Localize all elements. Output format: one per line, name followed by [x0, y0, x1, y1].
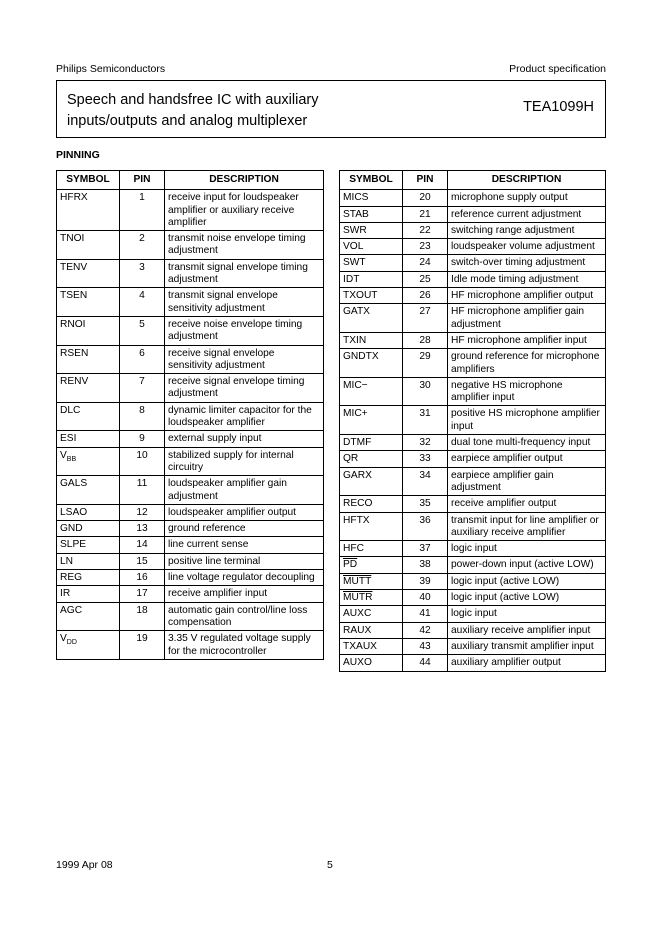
pin-number: 38 [403, 557, 448, 573]
pin-symbol-subscript: DD [66, 639, 77, 647]
pin-description: auxiliary transmit amplifier input [448, 638, 606, 654]
table-header-row [57, 171, 324, 190]
part-number: TEA1099H [523, 99, 594, 115]
pin-row [57, 402, 324, 431]
pin-row [57, 231, 324, 260]
pin-description: transmit input for line amplifier or auxiliary receive amplifier [448, 512, 606, 541]
pin-row [340, 451, 606, 467]
pin-symbol-subscript: BB [66, 455, 77, 463]
pin-symbol-text: GNDTX [343, 351, 379, 363]
pin-number: 28 [403, 332, 448, 348]
pin-row [57, 190, 324, 231]
pin-symbol [340, 467, 403, 496]
pin-description: logic input [448, 541, 606, 557]
pin-number: 17 [120, 586, 165, 602]
pin-number: 1 [120, 190, 165, 231]
title-box [56, 80, 606, 137]
pin-symbol-text: TENV [60, 261, 88, 273]
pin-row [57, 570, 324, 586]
pin-number: 16 [120, 570, 165, 586]
pin-symbol [57, 374, 120, 403]
pin-symbol [57, 447, 120, 476]
pin-symbol [57, 345, 120, 374]
pin-row [340, 622, 606, 638]
pin-symbol-text: MIC+ [343, 408, 368, 420]
pin-number: 32 [403, 435, 448, 451]
pin-row [57, 586, 324, 602]
pin-symbol-text: TNOI [60, 233, 85, 245]
pin-symbol [340, 496, 403, 512]
pin-number: 20 [403, 190, 448, 206]
pin-description: transmit signal envelope sensitivity adjustment [165, 288, 324, 317]
pin-number: 29 [403, 349, 448, 378]
pin-description: loudspeaker volume adjustment [448, 239, 606, 255]
pin-symbol [340, 512, 403, 541]
pin-row [340, 222, 606, 238]
pin-number: 8 [120, 402, 165, 431]
pin-symbol [340, 190, 403, 206]
pin-description: external supply input [165, 431, 324, 447]
pin-symbol [340, 239, 403, 255]
pin-number: 19 [120, 631, 165, 660]
pin-symbol [340, 590, 403, 606]
pinning-table-right [339, 170, 606, 672]
pin-number: 4 [120, 288, 165, 317]
pin-symbol-text: VOL [343, 241, 364, 253]
pin-description: ground reference [165, 521, 324, 537]
pin-symbol-text: GARX [343, 469, 372, 481]
pin-symbol-text: MIC− [343, 379, 368, 391]
pin-description: HF microphone amplifier input [448, 332, 606, 348]
pin-row [340, 206, 606, 222]
pin-row [340, 557, 606, 573]
table-header-row [340, 171, 606, 190]
pin-symbol [340, 349, 403, 378]
pin-row [340, 512, 606, 541]
pin-symbol-text: SWR [343, 224, 367, 236]
pin-description: dual tone multi-frequency input [448, 435, 606, 451]
pin-row [57, 288, 324, 317]
pin-description: negative HS microphone amplifier input [448, 377, 606, 406]
pin-row [340, 377, 606, 406]
document-type: Product specification [509, 63, 606, 75]
pin-description: loudspeaker amplifier output [165, 504, 324, 520]
pin-symbol-text: ESI [60, 433, 77, 445]
pin-description: reference current adjustment [448, 206, 606, 222]
pin-number: 11 [120, 476, 165, 505]
pin-number: 14 [120, 537, 165, 553]
pin-description: earpiece amplifier gain adjustment [448, 467, 606, 496]
pin-symbol [57, 190, 120, 231]
column-header-description: DESCRIPTION [165, 171, 324, 190]
footer-date: 1999 Apr 08 [56, 859, 113, 871]
page-number: 5 [327, 859, 333, 871]
pin-number: 37 [403, 541, 448, 557]
pin-description: auxiliary amplifier output [448, 655, 606, 671]
pin-description: positive HS microphone amplifier input [448, 406, 606, 435]
pin-row [57, 537, 324, 553]
pin-number: 26 [403, 288, 448, 304]
pin-symbol [57, 316, 120, 345]
pin-number: 3 [120, 259, 165, 288]
pin-symbol-text: LN [60, 555, 74, 567]
pin-row [57, 504, 324, 520]
pin-description: logic input (active LOW) [448, 590, 606, 606]
pin-number: 9 [120, 431, 165, 447]
pin-symbol-text: RNOI [60, 318, 86, 330]
pin-symbol-text: LSAO [60, 506, 88, 518]
company-name: Philips Semiconductors [56, 63, 166, 75]
pin-row [57, 553, 324, 569]
pin-description: loudspeaker amplifier gain adjustment [165, 476, 324, 505]
pin-symbol [57, 631, 120, 660]
pin-number: 36 [403, 512, 448, 541]
pin-symbol-text: V [60, 449, 67, 461]
pin-symbol-text: IDT [343, 273, 360, 285]
pin-number: 2 [120, 231, 165, 260]
pin-number: 30 [403, 377, 448, 406]
pin-description: HF microphone amplifier output [448, 288, 606, 304]
pin-symbol [340, 406, 403, 435]
pin-row [57, 431, 324, 447]
pin-row [340, 655, 606, 671]
pin-symbol-text: MICS [343, 192, 369, 204]
title-line-2: inputs/outputs and analog multiplexer [67, 113, 308, 129]
pin-number: 43 [403, 638, 448, 654]
pin-row [340, 271, 606, 287]
pin-row [340, 190, 606, 206]
pin-row [340, 435, 606, 451]
pin-symbol-text: HFRX [60, 192, 88, 204]
pin-description: power-down input (active LOW) [448, 557, 606, 573]
pin-row [57, 374, 324, 403]
pin-symbol-text: MUTR [343, 592, 373, 604]
pin-number: 33 [403, 451, 448, 467]
pin-number: 40 [403, 590, 448, 606]
pin-row [57, 259, 324, 288]
pinning-table-left [56, 170, 324, 660]
pin-row [340, 496, 606, 512]
pin-symbol [57, 431, 120, 447]
pin-symbol-text: DLC [60, 404, 81, 416]
pin-symbol-text: RENV [60, 376, 89, 388]
section-title: PINNING [56, 149, 100, 161]
pin-symbol [57, 521, 120, 537]
pin-description: line voltage regulator decoupling [165, 570, 324, 586]
pin-description: microphone supply output [448, 190, 606, 206]
pin-symbol-text: MUTT [343, 575, 372, 587]
header-rule-bottom [56, 137, 606, 138]
pin-number: 39 [403, 573, 448, 589]
pin-symbol [340, 271, 403, 287]
pin-description: receive signal envelope sensitivity adjustment [165, 345, 324, 374]
pin-description: auxiliary receive amplifier input [448, 622, 606, 638]
pin-symbol-text: RSEN [60, 347, 89, 359]
pin-description: line current sense [165, 537, 324, 553]
pin-number: 41 [403, 606, 448, 622]
pin-number: 15 [120, 553, 165, 569]
pin-symbol-text: TXIN [343, 334, 367, 346]
pin-symbol [340, 255, 403, 271]
column-header-symbol: SYMBOL [340, 171, 403, 190]
pin-symbol [57, 476, 120, 505]
pin-row [57, 521, 324, 537]
pin-symbol [340, 222, 403, 238]
column-header-pin: PIN [403, 171, 448, 190]
pin-symbol [57, 537, 120, 553]
pin-description: ground reference for microphone amplifiers [448, 349, 606, 378]
pin-symbol-text: TXAUX [343, 640, 377, 652]
pin-symbol [57, 402, 120, 431]
pin-row [340, 288, 606, 304]
pin-symbol-text: STAB [343, 208, 369, 220]
pin-description: receive input for loudspeaker amplifier or auxiliary receive amplifier [165, 190, 324, 231]
pin-symbol-text: HFC [343, 543, 364, 555]
pin-symbol [340, 377, 403, 406]
pin-row [340, 406, 606, 435]
pin-number: 10 [120, 447, 165, 476]
pin-description: positive line terminal [165, 553, 324, 569]
pin-symbol [57, 288, 120, 317]
pin-symbol [340, 451, 403, 467]
pin-symbol-text: GATX [343, 306, 370, 318]
pin-symbol-text: DTMF [343, 437, 372, 449]
pin-number: 13 [120, 521, 165, 537]
pin-symbol-text: GND [60, 523, 83, 535]
pin-row [57, 345, 324, 374]
pin-number: 27 [403, 304, 448, 333]
pin-row [340, 467, 606, 496]
pin-description: switching range adjustment [448, 222, 606, 238]
pin-number: 6 [120, 345, 165, 374]
pin-description: HF microphone amplifier gain adjustment [448, 304, 606, 333]
pin-symbol-text: REG [60, 572, 83, 584]
pin-symbol-text: SWT [343, 257, 366, 269]
pin-number: 34 [403, 467, 448, 496]
column-header-description: DESCRIPTION [448, 171, 606, 190]
pin-symbol [57, 602, 120, 631]
pin-row [340, 638, 606, 654]
pin-description: logic input (active LOW) [448, 573, 606, 589]
pin-symbol [340, 541, 403, 557]
pin-description: receive noise envelope timing adjustment [165, 316, 324, 345]
pin-number: 18 [120, 602, 165, 631]
pin-number: 42 [403, 622, 448, 638]
pin-symbol [57, 259, 120, 288]
pin-description: dynamic limiter capacitor for the loudspeaker amplifier [165, 402, 324, 431]
pin-symbol [340, 655, 403, 671]
pin-description: receive amplifier output [448, 496, 606, 512]
pin-description: automatic gain control/line loss compensation [165, 602, 324, 631]
document-title [67, 90, 397, 132]
pin-symbol [340, 435, 403, 451]
pin-number: 31 [403, 406, 448, 435]
pin-symbol-text: GALS [60, 478, 88, 490]
pin-number: 12 [120, 504, 165, 520]
pin-description: earpiece amplifier output [448, 451, 606, 467]
pin-description: receive signal envelope timing adjustment [165, 374, 324, 403]
pin-row [57, 447, 324, 476]
pin-symbol-text: RAUX [343, 624, 372, 636]
pin-number: 21 [403, 206, 448, 222]
pin-description: 3.35 V regulated voltage supply for the microcontroller [165, 631, 324, 660]
pin-row [340, 349, 606, 378]
pin-number: 7 [120, 374, 165, 403]
pin-row [340, 255, 606, 271]
pin-description: Idle mode timing adjustment [448, 271, 606, 287]
pin-symbol [340, 638, 403, 654]
title-line-1: Speech and handsfree IC with auxiliary [67, 92, 319, 108]
pin-row [340, 304, 606, 333]
pin-symbol [57, 504, 120, 520]
pin-description: receive amplifier input [165, 586, 324, 602]
pin-symbol [57, 586, 120, 602]
pin-symbol-text: RECO [343, 498, 373, 510]
column-header-pin: PIN [120, 171, 165, 190]
pin-row [340, 239, 606, 255]
pin-symbol [340, 557, 403, 573]
pin-description: transmit signal envelope timing adjustment [165, 259, 324, 288]
pin-number: 23 [403, 239, 448, 255]
pin-symbol-text: $\overline{PD}$ [343, 559, 358, 571]
pin-row [57, 316, 324, 345]
pin-row [57, 602, 324, 631]
pin-number: 22 [403, 222, 448, 238]
pin-row [340, 606, 606, 622]
pin-symbol [340, 304, 403, 333]
pin-symbol [57, 553, 120, 569]
pin-description: transmit noise envelope timing adjustment [165, 231, 324, 260]
pin-symbol-text: V [60, 633, 67, 645]
pin-symbol [57, 570, 120, 586]
pin-description: logic input [448, 606, 606, 622]
pin-symbol-text: AUXO [343, 657, 372, 669]
pin-symbol-text: HFTX [343, 514, 370, 526]
pin-symbol [340, 332, 403, 348]
pin-row [340, 590, 606, 606]
pin-symbol-text: SLPE [60, 539, 87, 551]
pin-symbol-text: TSEN [60, 290, 88, 302]
pin-number: 24 [403, 255, 448, 271]
column-header-symbol: SYMBOL [57, 171, 120, 190]
pin-description: stabilized supply for internal circuitry [165, 447, 324, 476]
pin-symbol-text: TXOUT [343, 290, 378, 302]
pin-number: 44 [403, 655, 448, 671]
pin-symbol-text: AGC [60, 604, 83, 616]
pin-symbol-text: QR [343, 453, 359, 465]
pin-row [340, 573, 606, 589]
pin-row [340, 541, 606, 557]
pin-symbol [340, 206, 403, 222]
pin-description: switch-over timing adjustment [448, 255, 606, 271]
pin-number: 5 [120, 316, 165, 345]
pin-symbol [57, 231, 120, 260]
pin-row [57, 476, 324, 505]
pin-symbol [340, 288, 403, 304]
pin-symbol [340, 606, 403, 622]
pin-symbol-text: AUXC [343, 608, 372, 620]
pin-row [57, 631, 324, 660]
pin-symbol [340, 622, 403, 638]
pin-number: 35 [403, 496, 448, 512]
pin-number: 25 [403, 271, 448, 287]
pin-symbol [340, 573, 403, 589]
pin-symbol-text: IR [60, 588, 71, 600]
pin-row [340, 332, 606, 348]
